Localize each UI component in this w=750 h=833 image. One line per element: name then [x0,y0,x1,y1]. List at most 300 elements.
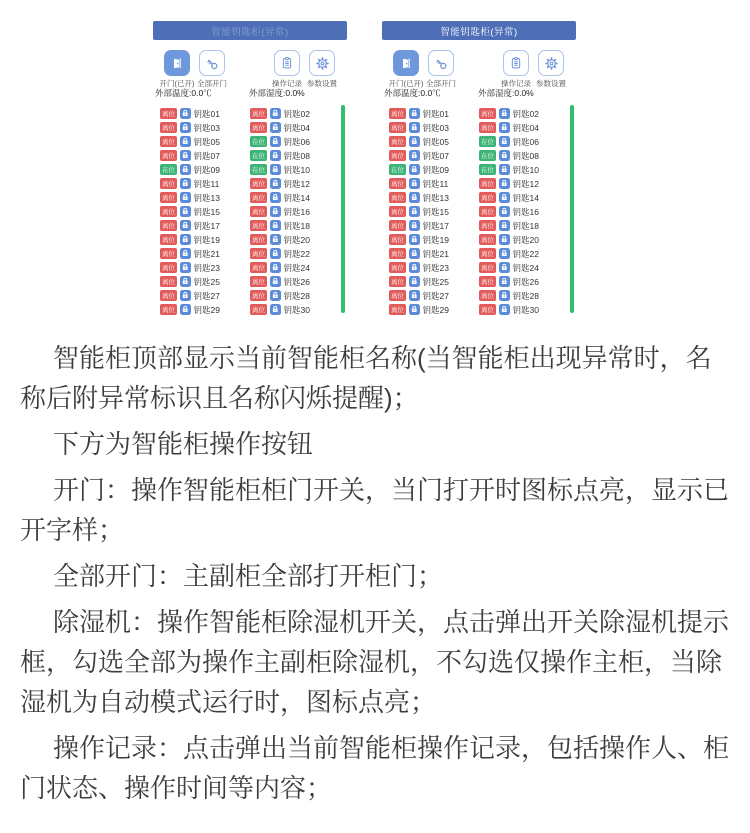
key-name: 钥匙12 [283,178,310,189]
key-status-badge: 在位 [250,150,267,161]
key-lock-button[interactable] [270,178,282,189]
key-name: 钥匙23 [422,262,449,273]
lock-icon [181,305,190,314]
key-name: 钥匙01 [422,108,449,119]
key-status-badge: 离位 [389,192,406,203]
key-lock-button[interactable] [180,220,192,231]
key-cabinet-panel [153,21,347,321]
key-name: 钥匙22 [512,248,539,259]
description-paragraph: 全部开门：主副柜全部打开柜门； [53,561,444,591]
key-row [160,248,220,259]
key-name: 钥匙23 [193,262,220,273]
key-row [160,290,220,301]
key-row [479,290,539,301]
lock-icon [271,109,280,118]
key-row [160,178,219,189]
lock-icon [500,179,509,188]
settings-button-group [529,50,573,89]
lock-icon [500,221,509,230]
open-all-doors-button-label: 全部开门 [426,79,456,88]
lock-icon [181,277,190,286]
key-name: 钥匙13 [193,192,220,203]
key-name: 钥匙29 [422,304,449,315]
key-lock-button[interactable] [180,262,192,273]
lock-icon [500,207,509,216]
key-name: 钥匙03 [422,122,449,133]
lock-icon [181,193,190,202]
key-lock-button[interactable] [270,220,282,231]
key-name: 钥匙03 [193,122,220,133]
description-paragraph: 下方为智能柜操作按钮 [53,429,314,459]
gear-icon [544,56,559,71]
key-status-badge: 离位 [160,136,177,147]
key-status-badge: 在位 [160,164,177,175]
description-paragraph: 除湿机：操作智能柜除湿机开关，点击弹出开关除湿机提示框，勾选全部为操作主副柜除湿机，不勾选仅操作主柜，当除湿机为自动模式运行时，图标点亮； [20,607,730,717]
lock-icon [181,123,190,132]
key-lock-button[interactable] [180,234,192,245]
key-status-badge: 离位 [250,262,267,273]
lock-icon [181,249,190,258]
external-humidity-label: 外部湿度:0.0% [249,88,305,98]
key-status-badge: 离位 [479,192,496,203]
key-row [389,136,449,147]
key-row [250,276,310,287]
key-lock-button[interactable] [270,262,282,273]
key-name: 钥匙12 [512,178,539,189]
key-row [389,304,449,315]
key-status-badge: 离位 [389,108,406,119]
lock-icon [410,207,419,216]
key-row [250,192,310,203]
key-status-badge: 离位 [479,304,496,315]
key-row [160,206,220,217]
key-lock-button[interactable] [409,164,421,175]
key-lock-button[interactable] [180,136,192,147]
lock-icon [500,123,509,132]
key-cabinet-panel [382,21,576,321]
key-row [479,234,539,245]
key-name: 钥匙25 [422,276,449,287]
key-status-badge: 离位 [250,234,267,245]
description-text [0,338,750,808]
key-status-badge: 离位 [160,276,177,287]
key-row [160,304,220,315]
key-status-badge: 离位 [160,304,177,315]
key-name: 钥匙04 [283,122,310,133]
key-status-badge: 在位 [389,164,406,175]
open-door-button[interactable] [393,50,419,76]
key-row [160,262,220,273]
key-status-badge: 离位 [479,248,496,259]
key-status-badge: 离位 [479,234,496,245]
key-row [389,122,449,133]
cabinet-title-bar [382,21,576,40]
key-row [160,136,220,147]
key-row [389,248,449,259]
key-name: 钥匙28 [512,290,539,301]
key-row [389,150,449,161]
key-lock-button[interactable] [409,136,421,147]
operation-log-button[interactable] [274,50,300,76]
key-lock-button[interactable] [499,262,511,273]
key-lock-button[interactable] [499,164,511,175]
key-name: 钥匙07 [193,150,220,161]
lock-icon [181,151,190,160]
key-lock-button[interactable] [180,122,192,133]
key-lock-button[interactable] [180,108,192,119]
lock-icon [181,221,190,230]
lock-icon [271,179,280,188]
key-lock-button[interactable] [409,234,421,245]
key-status-badge: 离位 [160,220,177,231]
key-lock-button[interactable] [499,206,511,217]
environment-row [155,87,345,98]
key-row [479,276,539,287]
lock-icon [500,151,509,160]
key-lock-button[interactable] [270,164,282,175]
key-row [250,206,310,217]
lock-icon [181,291,190,300]
key-status-badge: 离位 [160,206,177,217]
key-name: 钥匙06 [512,136,539,147]
key-status-badge: 离位 [479,122,496,133]
key-lock-button[interactable] [499,192,511,203]
key-row [479,206,539,217]
operation-log-button-label: 操作记录 [501,79,531,88]
lock-icon [271,207,280,216]
key-list [382,108,576,320]
key-status-badge: 在位 [479,136,496,147]
key-lock-button[interactable] [409,150,421,161]
key-name: 钥匙15 [193,206,220,217]
key-lock-button[interactable] [409,262,421,273]
key-icon [205,56,220,71]
key-lock-button[interactable] [270,206,282,217]
key-lock-button[interactable] [270,136,282,147]
key-name: 钥匙07 [422,150,449,161]
key-status-badge: 离位 [389,234,406,245]
open-all-doors-button-group [190,50,234,89]
lock-icon [410,123,419,132]
key-lock-button[interactable] [180,164,192,175]
key-status-badge: 离位 [479,262,496,273]
key-row [479,248,539,259]
key-lock-button[interactable] [180,192,192,203]
lock-icon [500,235,509,244]
key-name: 钥匙02 [512,108,539,119]
key-lock-button[interactable] [409,178,421,189]
key-row [389,234,449,245]
key-row [479,122,539,133]
lock-icon [181,263,190,272]
key-status-badge: 离位 [160,262,177,273]
key-status-badge: 离位 [160,178,177,189]
key-lock-button[interactable] [180,248,192,259]
key-lock-button[interactable] [409,304,421,315]
key-status-badge: 在位 [479,150,496,161]
key-lock-button[interactable] [409,248,421,259]
key-name: 钥匙19 [193,234,220,245]
key-lock-button[interactable] [180,178,192,189]
lock-icon [271,123,280,132]
operation-log-button[interactable] [503,50,529,76]
key-name: 钥匙26 [283,276,310,287]
key-status-badge: 离位 [250,290,267,301]
key-lock-button[interactable] [180,276,192,287]
cabinet-title: 智能钥匙柜(异常) [211,26,289,38]
key-status-badge: 在位 [250,136,267,147]
key-lock-button[interactable] [499,248,511,259]
open-door-button-label: 开门(已开) [159,79,195,88]
key-row [389,164,449,175]
key-lock-button[interactable] [409,290,421,301]
settings-button[interactable] [309,50,335,76]
key-status-badge: 离位 [479,178,496,189]
lock-icon [410,235,419,244]
key-name: 钥匙11 [193,178,220,189]
lock-icon [181,137,190,146]
lock-icon [500,277,509,286]
key-name: 钥匙10 [512,164,539,175]
key-lock-button[interactable] [499,290,511,301]
key-row [250,150,310,161]
key-status-badge: 离位 [479,206,496,217]
operation-log-button-label: 操作记录 [272,79,302,88]
key-name: 钥匙14 [512,192,539,203]
key-row [479,220,539,231]
key-status-badge: 离位 [250,122,267,133]
key-name: 钥匙05 [193,136,220,147]
key-name: 钥匙01 [193,108,220,119]
key-lock-button[interactable] [180,206,192,217]
open-door-button-label: 开门(已开) [388,79,424,88]
settings-button-label: 参数设置 [307,79,337,88]
key-row [389,276,449,287]
key-row [250,122,310,133]
open-all-doors-button-group [419,50,463,89]
lock-icon [500,193,509,202]
key-row [250,178,310,189]
key-name: 钥匙29 [193,304,220,315]
key-row [250,220,310,231]
key-lock-button[interactable] [499,108,511,119]
lock-icon [271,165,280,174]
key-name: 钥匙06 [283,136,310,147]
description-paragraph: 开门：操作智能柜柜门开关，当门打开时图标点亮，显示已开字样； [20,475,730,545]
lock-icon [271,137,280,146]
lock-icon [410,291,419,300]
external-temperature-label: 外部温度:0.0℃ [384,88,441,98]
key-name: 钥匙25 [193,276,220,287]
scrollbar[interactable] [570,105,574,313]
key-name: 钥匙22 [283,248,310,259]
key-name: 钥匙28 [283,290,310,301]
key-status-badge: 离位 [389,304,406,315]
clipboard-icon [280,56,294,70]
key-lock-button[interactable] [270,234,282,245]
external-humidity-label: 外部湿度:0.0% [478,88,534,98]
key-lock-button[interactable] [270,248,282,259]
key-name: 钥匙13 [422,192,449,203]
key-lock-button[interactable] [409,108,421,119]
key-row [250,136,310,147]
key-status-badge: 离位 [389,262,406,273]
key-lock-button[interactable] [270,304,282,315]
key-name: 钥匙11 [422,178,449,189]
key-status-badge: 在位 [250,164,267,175]
key-row [160,150,220,161]
key-row [389,192,449,203]
key-name: 钥匙19 [422,234,449,245]
key-lock-button[interactable] [409,276,421,287]
scrollbar[interactable] [341,105,345,313]
key-lock-button[interactable] [270,108,282,119]
key-lock-button[interactable] [499,178,511,189]
key-status-badge: 离位 [389,178,406,189]
key-status-badge: 离位 [389,276,406,287]
key-status-badge: 离位 [250,276,267,287]
key-row [389,220,449,231]
key-lock-button[interactable] [180,150,192,161]
key-status-badge: 离位 [389,290,406,301]
lock-icon [410,263,419,272]
key-status-badge: 离位 [160,150,177,161]
lock-icon [271,249,280,258]
key-status-badge: 离位 [160,122,177,133]
key-lock-button[interactable] [270,192,282,203]
lock-icon [410,249,419,258]
open-all-doors-button[interactable] [428,50,454,76]
lock-icon [181,179,190,188]
lock-icon [500,109,509,118]
key-name: 钥匙21 [422,248,449,259]
settings-button[interactable] [538,50,564,76]
key-status-badge: 离位 [389,248,406,259]
key-name: 钥匙04 [512,122,539,133]
key-lock-button[interactable] [499,220,511,231]
key-row [250,108,310,119]
lock-icon [271,305,280,314]
key-status-badge: 离位 [160,290,177,301]
key-row [479,150,539,161]
key-status-badge: 离位 [389,206,406,217]
open-all-doors-button-label: 全部开门 [197,79,227,88]
key-status-badge: 离位 [250,192,267,203]
key-status-badge: 离位 [160,108,177,119]
lock-icon [271,193,280,202]
key-row [479,136,539,147]
key-lock-button[interactable] [270,276,282,287]
lock-icon [271,277,280,286]
key-row [389,178,448,189]
key-row [160,122,220,133]
key-lock-button[interactable] [409,206,421,217]
key-lock-button[interactable] [409,220,421,231]
key-row [250,234,310,245]
lock-icon [271,221,280,230]
key-name: 钥匙17 [422,220,449,231]
key-lock-button[interactable] [270,290,282,301]
open-door-button[interactable] [164,50,190,76]
key-name: 钥匙27 [193,290,220,301]
key-row [479,164,539,175]
key-lock-button[interactable] [499,276,511,287]
key-row [250,262,310,273]
key-lock-button[interactable] [270,150,282,161]
key-name: 钥匙20 [512,234,539,245]
key-name: 钥匙08 [283,150,310,161]
key-lock-button[interactable] [499,122,511,133]
key-status-badge: 离位 [160,248,177,259]
description-paragraph: 智能柜顶部显示当前智能柜名称(当智能柜出现异常时，名称后附异常标识且名称闪烁提醒)； [20,343,712,413]
key-row [250,304,310,315]
lock-icon [500,249,509,258]
key-name: 钥匙14 [283,192,310,203]
clipboard-icon [509,56,523,70]
key-status-badge: 离位 [389,136,406,147]
lock-icon [500,305,509,314]
key-lock-button[interactable] [499,234,511,245]
key-lock-button[interactable] [499,136,511,147]
lock-icon [410,151,419,160]
key-name: 钥匙24 [512,262,539,273]
key-name: 钥匙30 [283,304,310,315]
key-status-badge: 离位 [479,108,496,119]
key-name: 钥匙21 [193,248,220,259]
key-status-badge: 离位 [389,150,406,161]
open-all-doors-button[interactable] [199,50,225,76]
key-row [479,192,539,203]
key-lock-button[interactable] [409,122,421,133]
key-status-badge: 离位 [250,220,267,231]
key-name: 钥匙26 [512,276,539,287]
lock-icon [181,109,190,118]
key-lock-button[interactable] [270,122,282,133]
environment-row [384,87,574,98]
key-lock-button[interactable] [499,150,511,161]
key-row [160,192,220,203]
key-row [160,276,220,287]
key-row [479,178,539,189]
lock-icon [410,193,419,202]
settings-button-label: 参数设置 [536,79,566,88]
key-name: 钥匙27 [422,290,449,301]
key-lock-button[interactable] [180,304,192,315]
key-name: 钥匙17 [193,220,220,231]
key-status-badge: 离位 [479,276,496,287]
key-name: 钥匙15 [422,206,449,217]
key-lock-button[interactable] [499,304,511,315]
key-status-badge: 离位 [160,192,177,203]
lock-icon [181,235,190,244]
key-lock-button[interactable] [180,290,192,301]
key-row [479,108,539,119]
lock-icon [410,305,419,314]
key-status-badge: 离位 [250,178,267,189]
lock-icon [500,137,509,146]
lock-icon [410,137,419,146]
key-name: 钥匙05 [422,136,449,147]
lock-icon [410,221,419,230]
lock-icon [181,207,190,216]
key-name: 钥匙02 [283,108,310,119]
key-status-badge: 离位 [479,220,496,231]
key-lock-button[interactable] [409,192,421,203]
key-name: 钥匙09 [422,164,449,175]
lock-icon [410,165,419,174]
key-name: 钥匙09 [193,164,220,175]
key-status-badge: 离位 [389,122,406,133]
